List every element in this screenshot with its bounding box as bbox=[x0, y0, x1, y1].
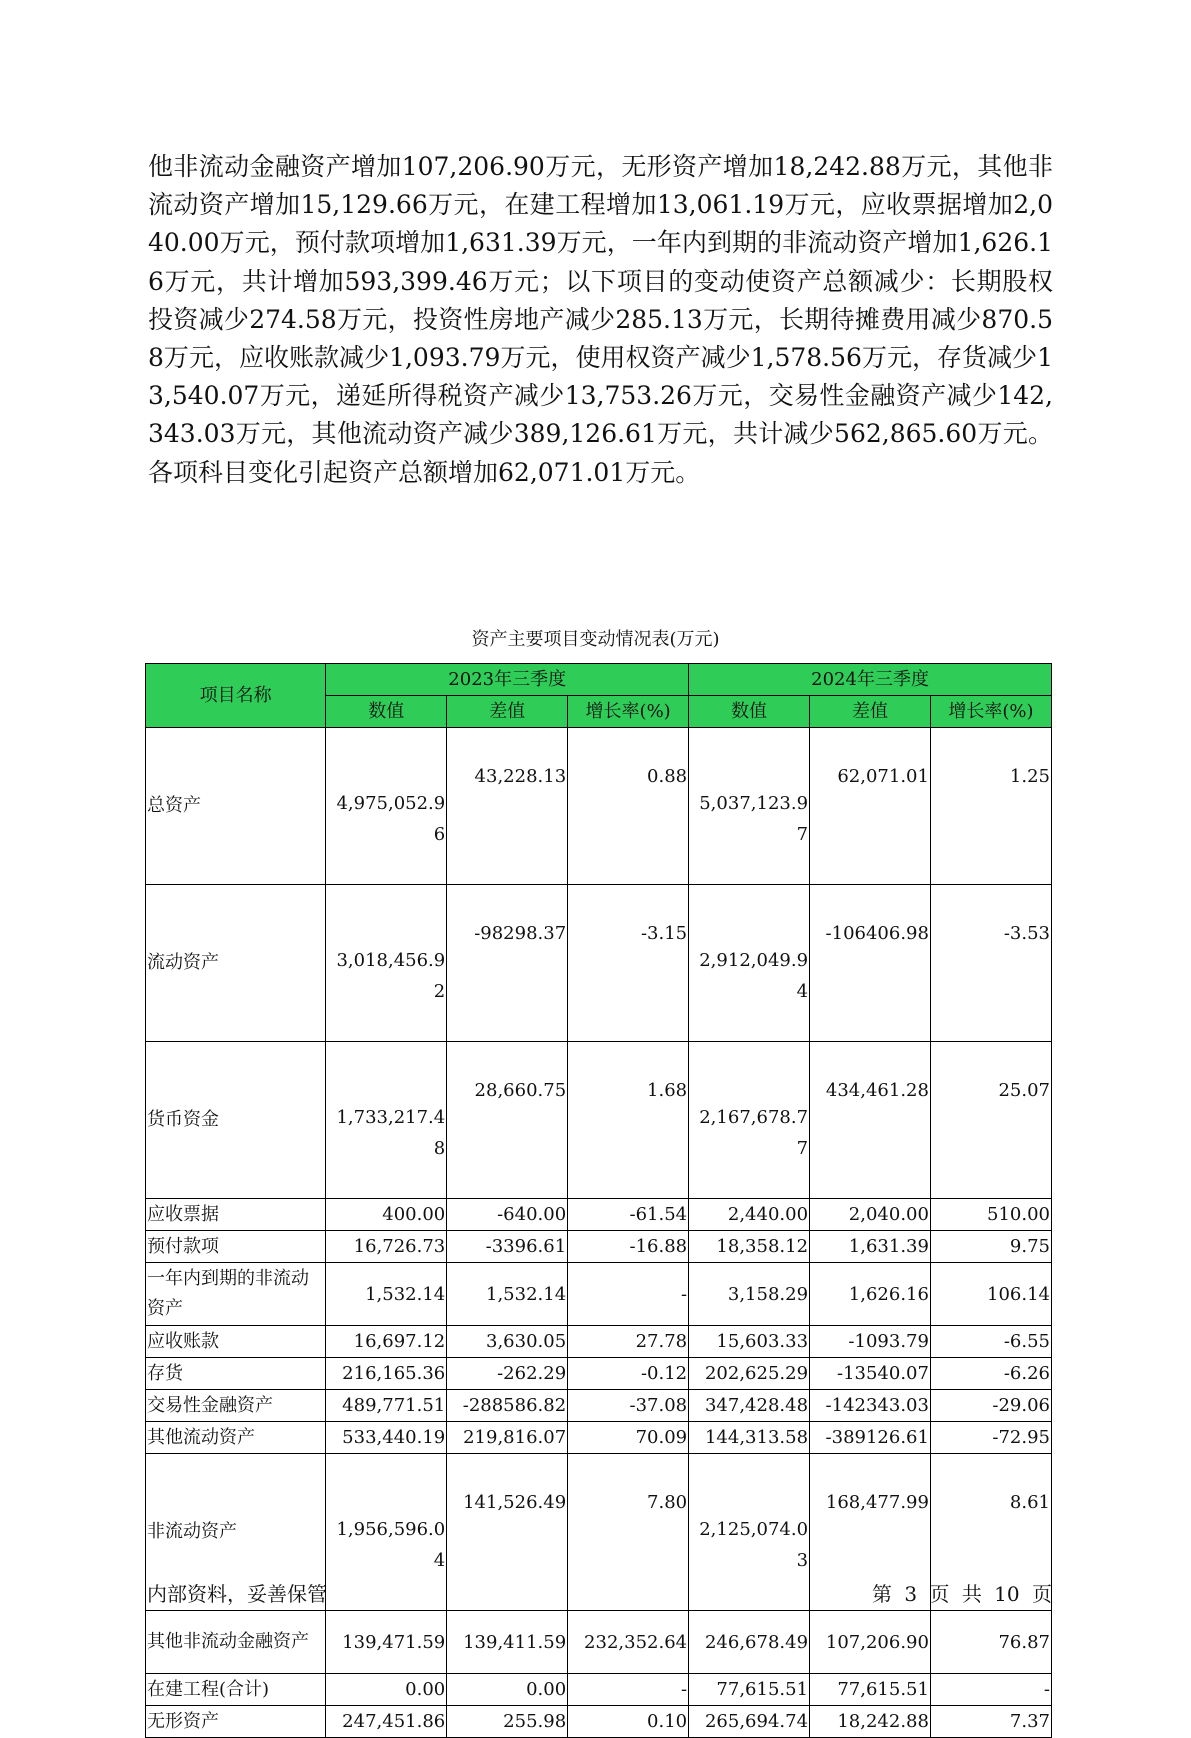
cell-g23: 232,352.64 bbox=[568, 1611, 689, 1674]
row-item-name: 存货 bbox=[146, 1358, 326, 1390]
table-row bbox=[146, 1674, 1052, 1706]
cell-d24: 1,631.39 bbox=[810, 1231, 931, 1263]
cell-g24: 106.14 bbox=[930, 1263, 1051, 1326]
cell-d23: 139,411.59 bbox=[447, 1611, 568, 1674]
cell-g23: 7.80 bbox=[568, 1454, 689, 1611]
table-row bbox=[146, 1611, 1052, 1674]
cell-g24: 8.61 bbox=[930, 1454, 1051, 1611]
row-item-name: 其他非流动金融资产 bbox=[146, 1611, 326, 1674]
footer-page-number: 第 3 页 共 10 页 bbox=[872, 1582, 1052, 1606]
cell-g23: 1.68 bbox=[568, 1042, 689, 1199]
header-growth-2024: 增长率(%) bbox=[930, 696, 1051, 728]
cell-g24: 7.37 bbox=[930, 1706, 1051, 1738]
cell-d24: -106406.98 bbox=[810, 885, 931, 1042]
row-item-name: 在建工程(合计) bbox=[146, 1674, 326, 1706]
table-row bbox=[146, 1231, 1052, 1263]
table-row bbox=[146, 885, 1052, 1042]
cell-v24: 2,440.00 bbox=[689, 1199, 810, 1231]
cell-v24: 246,678.49 bbox=[689, 1611, 810, 1674]
cell-g24: 9.75 bbox=[930, 1231, 1051, 1263]
row-item-name: 无形资产 bbox=[146, 1706, 326, 1738]
cell-v23: 0.00 bbox=[326, 1674, 447, 1706]
cell-g23: -16.88 bbox=[568, 1231, 689, 1263]
cell-v24: 77,615.51 bbox=[689, 1674, 810, 1706]
cell-v24: 144,313.58 bbox=[689, 1422, 810, 1454]
cell-d23: 28,660.75 bbox=[447, 1042, 568, 1199]
cell-d23: 1,532.14 bbox=[447, 1263, 568, 1326]
cell-d23: -640.00 bbox=[447, 1199, 568, 1231]
cell-g24: 510.00 bbox=[930, 1199, 1051, 1231]
cell-d23: -98298.37 bbox=[447, 885, 568, 1042]
cell-d23: -3396.61 bbox=[447, 1231, 568, 1263]
cell-d23: 255.98 bbox=[447, 1706, 568, 1738]
header-period-2023: 2023年三季度 bbox=[326, 664, 689, 696]
table-row bbox=[146, 1326, 1052, 1358]
cell-g23: - bbox=[568, 1263, 689, 1326]
cell-d24: 107,206.90 bbox=[810, 1611, 931, 1674]
cell-g23: 70.09 bbox=[568, 1422, 689, 1454]
table-row bbox=[146, 1263, 1052, 1326]
cell-g23: 27.78 bbox=[568, 1326, 689, 1358]
cell-d24: 168,477.99 bbox=[810, 1454, 931, 1611]
cell-v23: 400.00 bbox=[326, 1199, 447, 1231]
cell-g24: 76.87 bbox=[930, 1611, 1051, 1674]
cell-d24: 18,242.88 bbox=[810, 1706, 931, 1738]
cell-v24: 202,625.29 bbox=[689, 1358, 810, 1390]
cell-v23: 533,440.19 bbox=[326, 1422, 447, 1454]
cell-d24: 77,615.51 bbox=[810, 1674, 931, 1706]
cell-d24: -13540.07 bbox=[810, 1358, 931, 1390]
cell-v23: 1,956,596.04 bbox=[326, 1454, 447, 1611]
cell-g23: - bbox=[568, 1674, 689, 1706]
cell-g23: -61.54 bbox=[568, 1199, 689, 1231]
cell-g24: -6.55 bbox=[930, 1326, 1051, 1358]
cell-g24: -72.95 bbox=[930, 1422, 1051, 1454]
cell-d24: 1,626.16 bbox=[810, 1263, 931, 1326]
cell-v24: 2,912,049.94 bbox=[689, 885, 810, 1042]
cell-d23: -262.29 bbox=[447, 1358, 568, 1390]
row-item-name: 流动资产 bbox=[146, 885, 326, 1042]
cell-d24: 62,071.01 bbox=[810, 728, 931, 885]
cell-v23: 489,771.51 bbox=[326, 1390, 447, 1422]
row-item-name: 交易性金融资产 bbox=[146, 1390, 326, 1422]
table-row bbox=[146, 1422, 1052, 1454]
cell-v24: 15,603.33 bbox=[689, 1326, 810, 1358]
table-caption: 资产主要项目变动情况表(万元) bbox=[471, 629, 720, 650]
cell-v23: 139,471.59 bbox=[326, 1611, 447, 1674]
cell-d24: -1093.79 bbox=[810, 1326, 931, 1358]
cell-v24: 2,167,678.77 bbox=[689, 1042, 810, 1199]
cell-g23: 0.10 bbox=[568, 1706, 689, 1738]
table-row bbox=[146, 1706, 1052, 1738]
cell-v23: 216,165.36 bbox=[326, 1358, 447, 1390]
cell-d24: -142343.03 bbox=[810, 1390, 931, 1422]
footer-confidential: 内部资料，妥善保管 bbox=[147, 1582, 327, 1606]
cell-g24: -6.26 bbox=[930, 1358, 1051, 1390]
cell-d24: 2,040.00 bbox=[810, 1199, 931, 1231]
header-value-2023: 数值 bbox=[326, 696, 447, 728]
cell-d23: -288586.82 bbox=[447, 1390, 568, 1422]
cell-d24: 434,461.28 bbox=[810, 1042, 931, 1199]
cell-g23: 0.88 bbox=[568, 728, 689, 885]
row-item-name: 预付款项 bbox=[146, 1231, 326, 1263]
row-item-name: 一年内到期的非流动资产 bbox=[146, 1263, 326, 1326]
body-paragraph: 他非流动金融资产增加107,206.90万元，无形资产增加18,242.88万元，其他非流动资产增加15,129.66万元，在建工程增加13,061.19万元，应收票据增加2,040.00万元，预付款项增加1,631.39万元，一年内到期的非流动资产增加1,626.16万元，共计增加593,399.46万元；以下项目的变动使资产总额减少：长期股权投资减少274.58万元，投资性房地产减少285.13万元，长期待摊费用减少870.58万元，应收账款减少1,093.79万元，使用权资产减少1,578.56万元，存货减少13,540.07万元，递延所得税资产减少13,753.26万元，交易性金融资产减少142,343.03万元，其他流动资产减少389,126.61万元，共计减少562,865.60万元。各项科目变化引起资产总额增加62,071.01万元。 bbox=[148, 152, 1053, 487]
cell-v24: 347,428.48 bbox=[689, 1390, 810, 1422]
cell-v24: 5,037,123.97 bbox=[689, 728, 810, 885]
row-item-name: 应收账款 bbox=[146, 1326, 326, 1358]
table-row bbox=[146, 1390, 1052, 1422]
header-diff-2024: 差值 bbox=[810, 696, 931, 728]
header-growth-2023: 增长率(%) bbox=[568, 696, 689, 728]
cell-v23: 4,975,052.96 bbox=[326, 728, 447, 885]
cell-v23: 1,733,217.48 bbox=[326, 1042, 447, 1199]
cell-v23: 16,726.73 bbox=[326, 1231, 447, 1263]
row-item-name: 总资产 bbox=[146, 728, 326, 885]
cell-g23: -0.12 bbox=[568, 1358, 689, 1390]
cell-d23: 141,526.49 bbox=[447, 1454, 568, 1611]
cell-v24: 2,125,074.03 bbox=[689, 1454, 810, 1611]
header-value-2024: 数值 bbox=[689, 696, 810, 728]
header-item-name: 项目名称 bbox=[146, 664, 326, 728]
cell-d23: 43,228.13 bbox=[447, 728, 568, 885]
table-row bbox=[146, 1042, 1052, 1199]
cell-g24: -29.06 bbox=[930, 1390, 1051, 1422]
asset-change-table bbox=[145, 663, 1052, 1738]
cell-v23: 1,532.14 bbox=[326, 1263, 447, 1326]
table-row bbox=[146, 1199, 1052, 1231]
cell-d23: 3,630.05 bbox=[447, 1326, 568, 1358]
cell-g23: -3.15 bbox=[568, 885, 689, 1042]
cell-v24: 18,358.12 bbox=[689, 1231, 810, 1263]
cell-d23: 219,816.07 bbox=[447, 1422, 568, 1454]
table-row bbox=[146, 728, 1052, 885]
header-period-2024: 2024年三季度 bbox=[689, 664, 1052, 696]
row-item-name: 货币资金 bbox=[146, 1042, 326, 1199]
cell-v24: 265,694.74 bbox=[689, 1706, 810, 1738]
table-row bbox=[146, 1358, 1052, 1390]
row-item-name: 应收票据 bbox=[146, 1199, 326, 1231]
row-item-name: 其他流动资产 bbox=[146, 1422, 326, 1454]
cell-v23: 16,697.12 bbox=[326, 1326, 447, 1358]
cell-g23: -37.08 bbox=[568, 1390, 689, 1422]
cell-g24: - bbox=[930, 1674, 1051, 1706]
cell-g24: -3.53 bbox=[930, 885, 1051, 1042]
cell-g24: 1.25 bbox=[930, 728, 1051, 885]
cell-v23: 3,018,456.92 bbox=[326, 885, 447, 1042]
cell-v23: 247,451.86 bbox=[326, 1706, 447, 1738]
header-diff-2023: 差值 bbox=[447, 696, 568, 728]
cell-d23: 0.00 bbox=[447, 1674, 568, 1706]
cell-v24: 3,158.29 bbox=[689, 1263, 810, 1326]
row-item-name: 非流动资产 bbox=[146, 1454, 326, 1611]
cell-g24: 25.07 bbox=[930, 1042, 1051, 1199]
cell-d24: -389126.61 bbox=[810, 1422, 931, 1454]
